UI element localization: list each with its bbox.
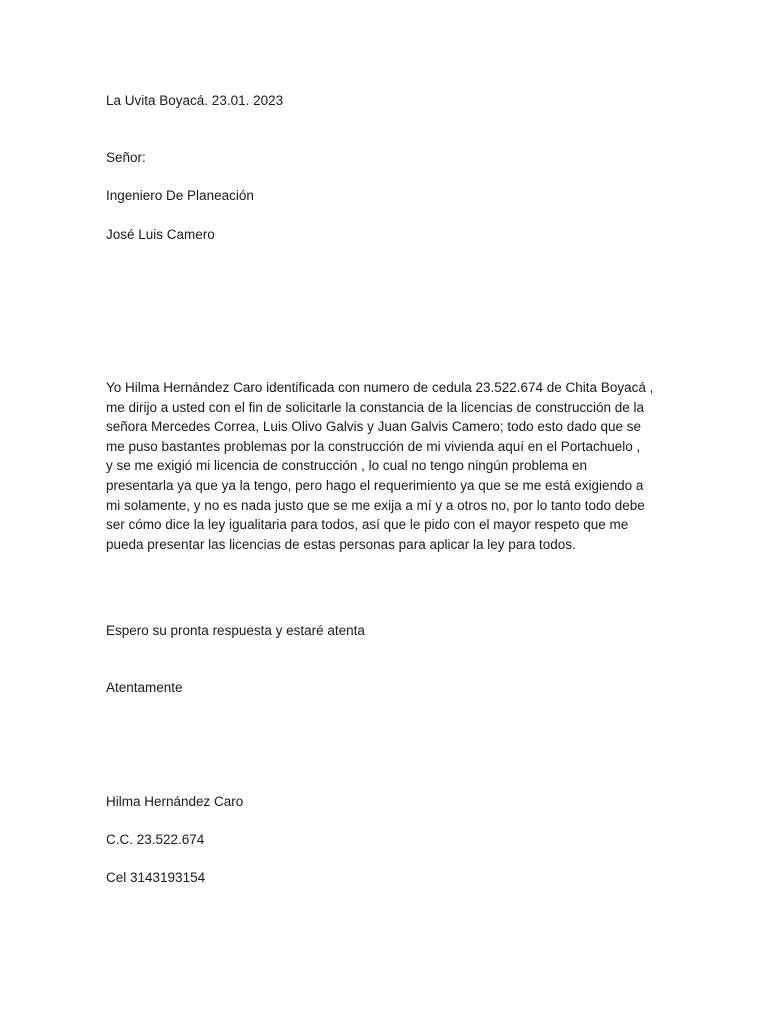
signature-id-number: C.C. 23.522.674: [106, 832, 205, 847]
body-line: señora Mercedes Correa, Luis Olivo Galvis y Juan Galvis Camero; todo esto dado que se: [106, 419, 642, 435]
body-paragraph: [106, 378, 676, 554]
body-line: me puso bastantes problemas por la construcción de mi vivienda aquí en el Portachuelo ,: [106, 438, 641, 454]
body-line: presentarla ya que ya la tengo, pero hago el requerimiento ya que se me está exigiendo a: [106, 477, 644, 493]
body-line: me dirijo a usted con el fin de solicitarle la constancia de la licencias de construcción de la: [106, 399, 645, 415]
body-line: y se me exigió mi licencia de construcción , lo cual no tengo ningún problema en: [106, 458, 588, 474]
body-line: ser cómo dice la ley igualitaria para todos, así que le pido con el mayor respeto que me: [106, 517, 629, 533]
body-line: mi solamente, y no es nada justo que se me exija a mí y a otros no, por lo tanto todo debe: [106, 497, 645, 513]
salutation: Señor:: [106, 150, 146, 165]
signature-name: Hilma Hernández Caro: [106, 794, 244, 809]
signature-phone: Cel 3143193154: [106, 870, 206, 885]
place-date: La Uvita Boyacá. 23.01. 2023: [106, 93, 284, 108]
recipient-position: Ingeniero De Planeación: [106, 188, 254, 203]
recipient-name: José Luis Camero: [106, 227, 215, 242]
valediction: Atentamente: [106, 680, 183, 695]
body-line: Yo Hilma Hernández Caro identificada con numero de cedula 23.522.674 de Chita Boyacá ,: [106, 380, 654, 395]
body-line: pueda presentar las licencias de estas personas para aplicar la ley para todos.: [106, 536, 576, 552]
closing-expectation: Espero su pronta respuesta y estaré atenta: [106, 623, 365, 638]
